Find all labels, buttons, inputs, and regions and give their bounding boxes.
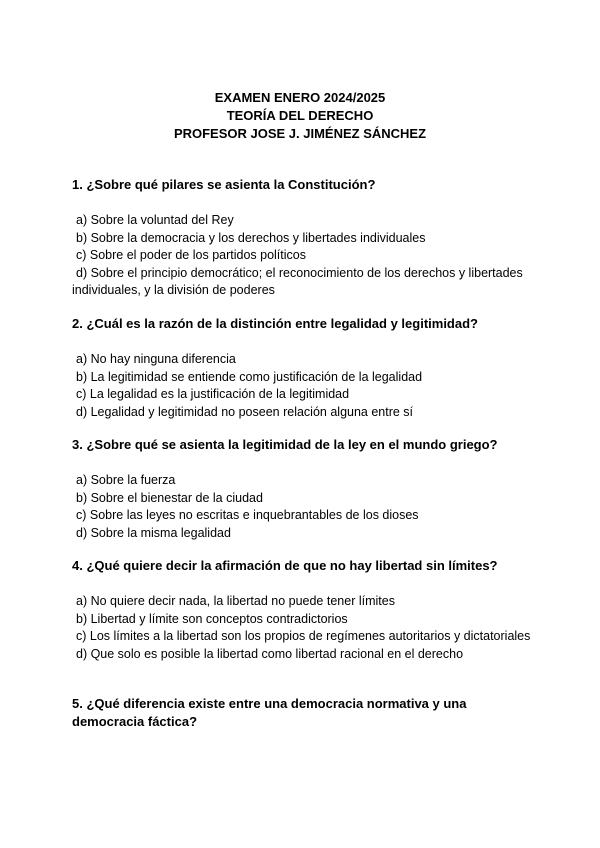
option-b: b) Libertad y límite son conceptos contradictorios [76, 611, 348, 626]
question-3 [72, 436, 532, 542]
option-b: b) La legitimidad se entiende como justificación de la legalidad [76, 369, 423, 384]
answer-options [72, 472, 532, 542]
option-a: a) No quiere decir nada, la libertad no puede tener límites [76, 594, 395, 608]
option-c: c) Sobre el poder de los partidos políticos [76, 248, 306, 263]
question-title: 5. ¿Qué diferencia existe entre una democracia normativa y una democracia fáctica? [72, 696, 467, 729]
answer-options [72, 593, 532, 663]
question-title: 1. ¿Sobre qué pilares se asienta la Constitución? [72, 177, 376, 192]
option-b: b) Sobre el bienestar de la ciudad [76, 490, 263, 505]
course-name: TEORÍA DEL DERECHO [226, 108, 374, 123]
professor-name: PROFESOR JOSE J. JIMÉNEZ SÁNCHEZ [173, 126, 427, 141]
option-d: d) Legalidad y legitimidad no poseen relación alguna entre sí [76, 404, 414, 419]
option-d: d) Sobre el principio democrático; el reconocimiento de los derechos y libertades individuales, y la división de poderes [72, 265, 523, 298]
option-d: d) Sobre la misma legalidad [76, 525, 231, 540]
question-2 [72, 315, 532, 421]
answer-options [72, 351, 532, 421]
answer-options [72, 212, 532, 300]
question-title: 2. ¿Cuál es la razón de la distinción entre legalidad y legitimidad? [72, 316, 478, 331]
exam-title: EXAMEN ENERO 2024/2025 [214, 90, 386, 105]
question-5 [72, 695, 532, 731]
option-a: a) Sobre la fuerza [76, 473, 176, 487]
option-c: c) La legalidad es la justificación de la legitimidad [76, 387, 350, 402]
option-d: d) Que solo es posible la libertad como libertad racional en el derecho [76, 646, 464, 661]
option-c: c) Sobre las leyes no escritas e inquebrantables de los dioses [76, 508, 419, 523]
question-1 [72, 176, 532, 300]
question-title: 4. ¿Qué quiere decir la afirmación de que no hay libertad sin límites? [72, 558, 498, 573]
option-b: b) Sobre la democracia y los derechos y libertades individuales [76, 230, 426, 245]
exam-header [0, 89, 600, 143]
option-c: c) Los límites a la libertad son los propios de regímenes autoritarios y dictatoriales [76, 629, 531, 644]
question-title: 3. ¿Sobre qué se asienta la legitimidad de la ley en el mundo griego? [72, 437, 498, 452]
option-a: a) No hay ninguna diferencia [76, 352, 236, 366]
option-a: a) Sobre la voluntad del Rey [76, 213, 234, 227]
question-4 [72, 557, 532, 663]
